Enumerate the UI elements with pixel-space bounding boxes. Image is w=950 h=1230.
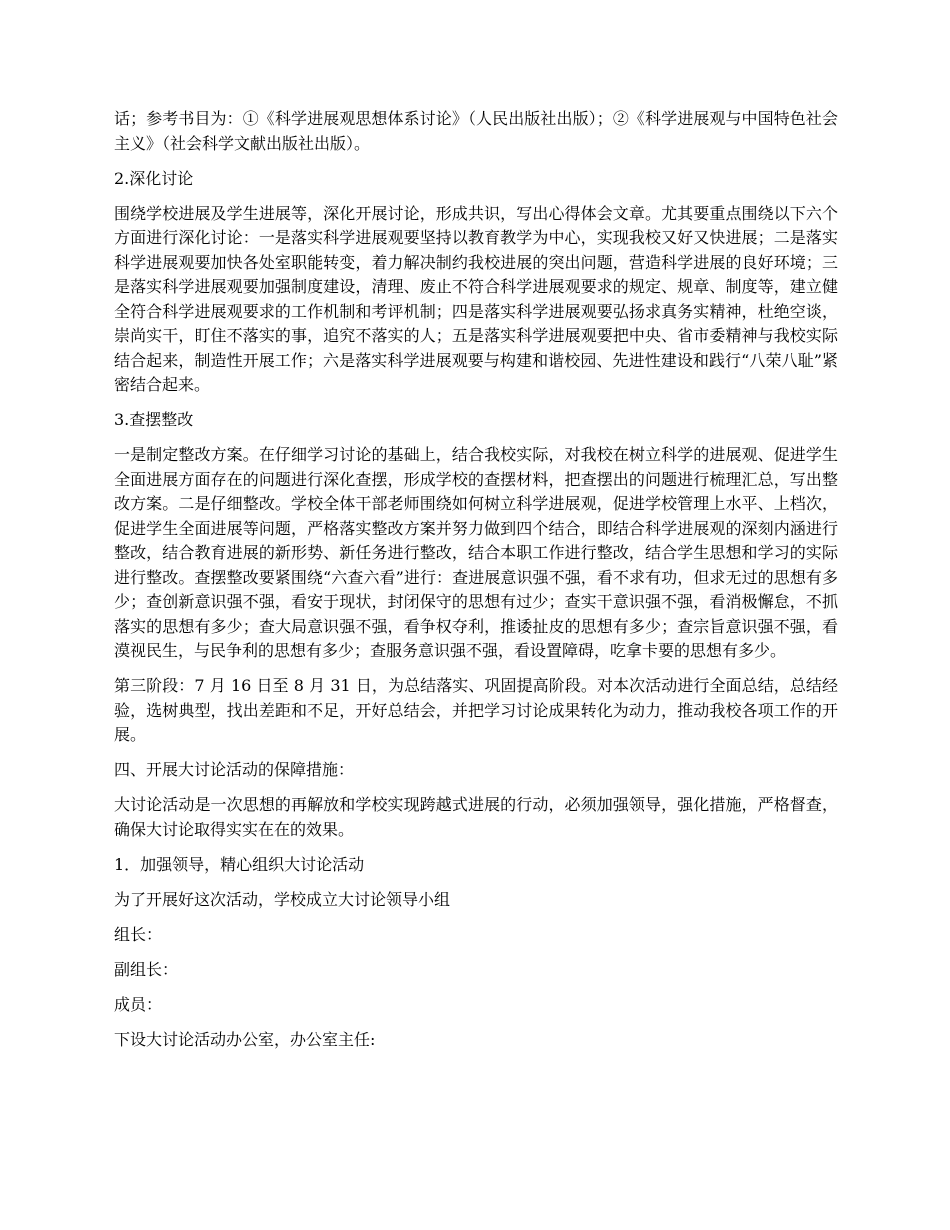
- paragraph-inspection-rectification: 一是制定整改方案。在仔细学习讨论的基础上，结合我校实际，对我校在树立科学的进展观、促进学生全面进展方面存在的问题进行深化查摆，形成学校的查摆材料，把查摆出的问题进行梳理汇总，写出整改方案。二是仔细整改。学校全体干部老师围绕如何树立科学进展观，促进学校管理上水平、上档次，促进学生全面进展等问题，严格落实整改方案并努力做到四个结合，即结合科学进展观的深刻内涵进行整改，结合教育进展的新形势、新任务进行整改，结合本职工作进行整改，结合学生思想和学习的实际进行整改。查摆整改要紧围绕“六查六看”进行：查进展意识强不强，看不求有功，但求无过的思想有多少；查创新意识强不强，看安于现状，封闭保守的思想有过少；查实干意识强不强，看消极懈怠，不抓落实的思想有多少；查大局意识强不强，看争权夺利，推诿扯皮的思想有多少；查宗旨意识强不强，看漠视民生，与民争利的思想有多少；查服务意识强不强，看设置障碍，吃拿卡要的思想有多少。: [114, 445, 838, 660]
- paragraph-safeguard-intro: 大讨论活动是一次思想的再解放和学校实现跨越式进展的行动，必须加强领导，强化措施，严格督查，确保大讨论取得实实在在的效果。: [114, 795, 838, 839]
- line-group-leader: 组长：: [114, 924, 163, 944]
- paragraph-third-stage: 第三阶段：7 月 16 日至 8 月 31 日，为总结落实、巩固提高阶段。对本次活动进行全面总结，总结经验，选树典型，找出差距和不足，开好总结会，并把学习讨论成果转化为动力，推动我校各项工作的开展。: [114, 676, 838, 744]
- line-deputy-leader: 副组长：: [114, 959, 179, 979]
- document-page: [114, 107, 838, 1063]
- paragraph-references: 话；参考书目为：①《科学进展观思想体系讨论》（人民出版社出版）；②《科学进展观与中国特色社会主义》（社会科学文献出版社出版）。: [114, 109, 838, 153]
- line-office-director: 下设大讨论活动办公室，办公室主任:: [114, 1029, 376, 1049]
- heading-strengthen-leadership: 1．加强领导，精心组织大讨论活动: [114, 854, 365, 874]
- heading-inspection-rectification: 3.查摆整改: [114, 410, 194, 429]
- heading-deepen-discussion: 2.深化讨论: [114, 168, 194, 188]
- heading-safeguard-measures: 四、开展大讨论活动的保障措施：: [114, 760, 355, 779]
- paragraph-leading-group: 为了开展好这次活动，学校成立大讨论领导小组: [114, 889, 451, 909]
- paragraph-deepen-discussion: 围绕学校进展及学生进展等，深化开展讨论，形成共识，写出心得体会文章。尤其要重点围绕以下六个方面进行深化讨论：一是落实科学进展观要坚持以教育教学为中心，实现我校又好又快进展；二是落实科学进展观要加快各处室职能转变，着力解决制约我校进展的突出问题，营造科学进展的良好环境；三是落实科学进展观要加强制度建设，清理、废止不符合科学进展观要求的规定、规章、制度等，建立健全符合科学进展观要求的工作机制和考评机制；四是落实科学进展观要弘扬求真务实精神，杜绝空谈，崇尚实干，盯住不落实的事，追究不落实的人；五是落实科学进展观要把中央、省市委精神与我校实际结合起来，制造性开展工作；六是落实科学进展观要与构建和谐校园、先进性建设和践行“八荣八耻”紧密结合起来。: [114, 203, 838, 394]
- line-members: 成员：: [114, 994, 163, 1014]
